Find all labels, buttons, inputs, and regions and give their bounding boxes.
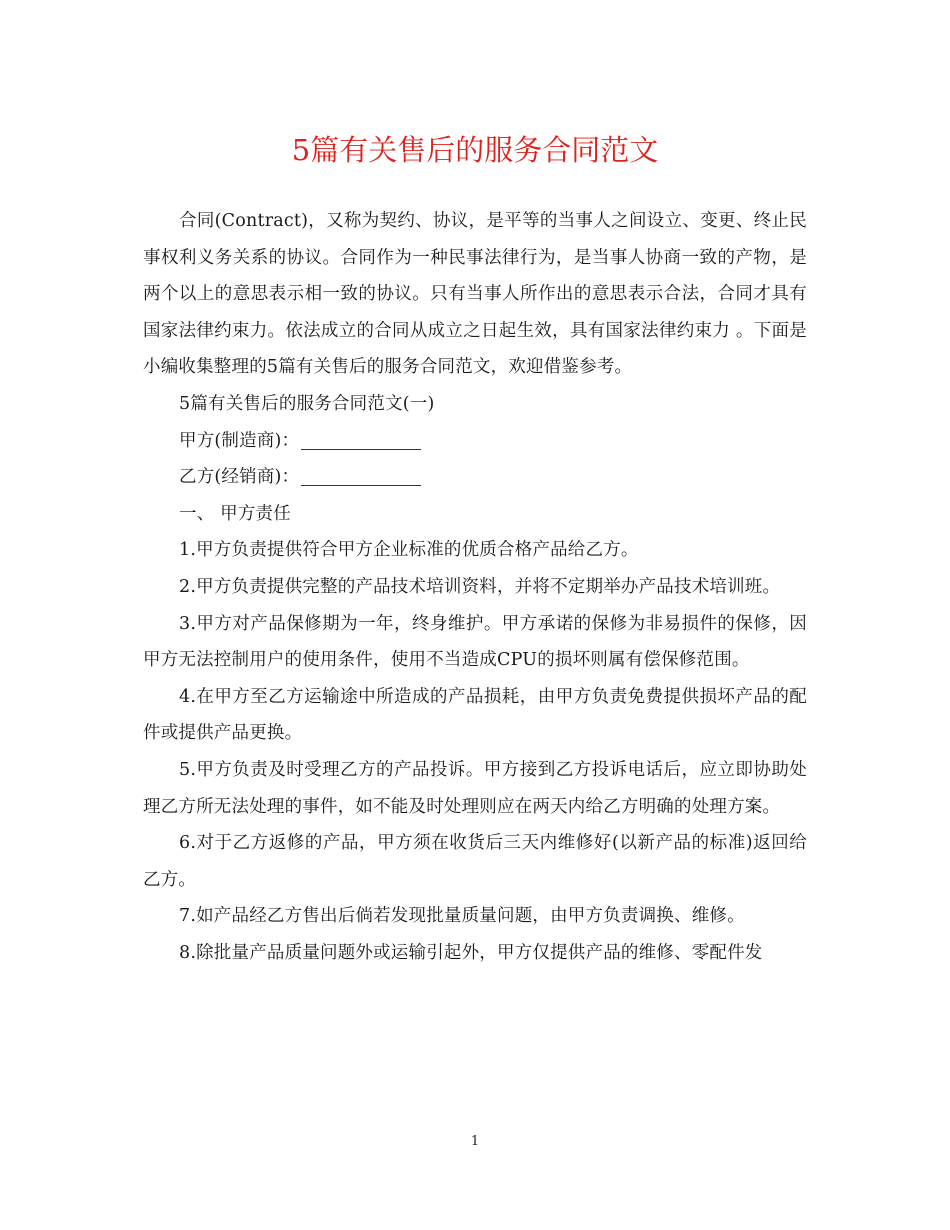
clause-item: 6.对于乙方返修的产品，甲方须在收货后三天内维修好(以新产品的标准)返回给乙方。 <box>143 833 807 890</box>
party-b-blank <box>301 484 421 486</box>
intro-paragraph: 合同(Contract)，又称为契约、协议，是平等的当事人之间设立、变更、终止民事权利义务关系的协议。合同作为一种民事法律行为，是当事人协商一致的产物，是两个以上的意思表示相一致的协议。只有当事人所作出的意思表示合法，合同才具有国家法律约束力。依法成立的合同从成立之日起生效，具有国家法律约束力 。下面是小编收集整理的5篇有关售后的服务合同范文，欢迎借鉴参考。 <box>143 211 807 378</box>
clause-item: 7.如产品经乙方售出后倘若发现批量质量问题，由甲方负责调换、维修。 <box>179 906 745 927</box>
clause-heading: 一、 甲方责任 <box>179 503 291 524</box>
party-a-blank <box>301 448 421 450</box>
party-a-label: 甲方(制造商)： <box>179 430 300 451</box>
document-body <box>143 203 807 971</box>
clause-item: 2.甲方负责提供完整的产品技术培训资料，并将不定期举办产品技术培训班。 <box>179 576 781 597</box>
clause-item: 4.在甲方至乙方运输途中所造成的产品损耗，由甲方负责免费提供损坏产品的配件或提供产品更换。 <box>143 686 807 744</box>
clause-item: 8.除批量产品质量问题外或运输引起外，甲方仅提供产品的维修、零配件发 <box>179 942 763 963</box>
section-heading: 5篇有关售后的服务合同范文(一) <box>179 393 435 414</box>
document-title: 5篇有关售后的服务合同范文 <box>291 133 659 167</box>
clause-item: 3.甲方对产品保修期为一年，终身维护。甲方承诺的保修为非易损件的保修，因甲方无法控制用户的使用条件，使用不当造成CPU的损坏则属有偿保修范围。 <box>143 613 807 671</box>
page-number: 1 <box>470 1134 480 1149</box>
party-b-line <box>143 459 807 496</box>
clause-item: 1.甲方负责提供符合甲方企业标准的优质合格产品给乙方。 <box>179 540 639 561</box>
party-b-label: 乙方(经销商)： <box>179 467 300 488</box>
party-a-line <box>143 423 807 460</box>
clause-item: 5.甲方负责及时受理乙方的产品投诉。甲方接到乙方投诉电话后，应立即协助处理乙方所无法处理的事件，如不能及时处理则应在两天内给乙方明确的处理方案。 <box>143 759 807 817</box>
